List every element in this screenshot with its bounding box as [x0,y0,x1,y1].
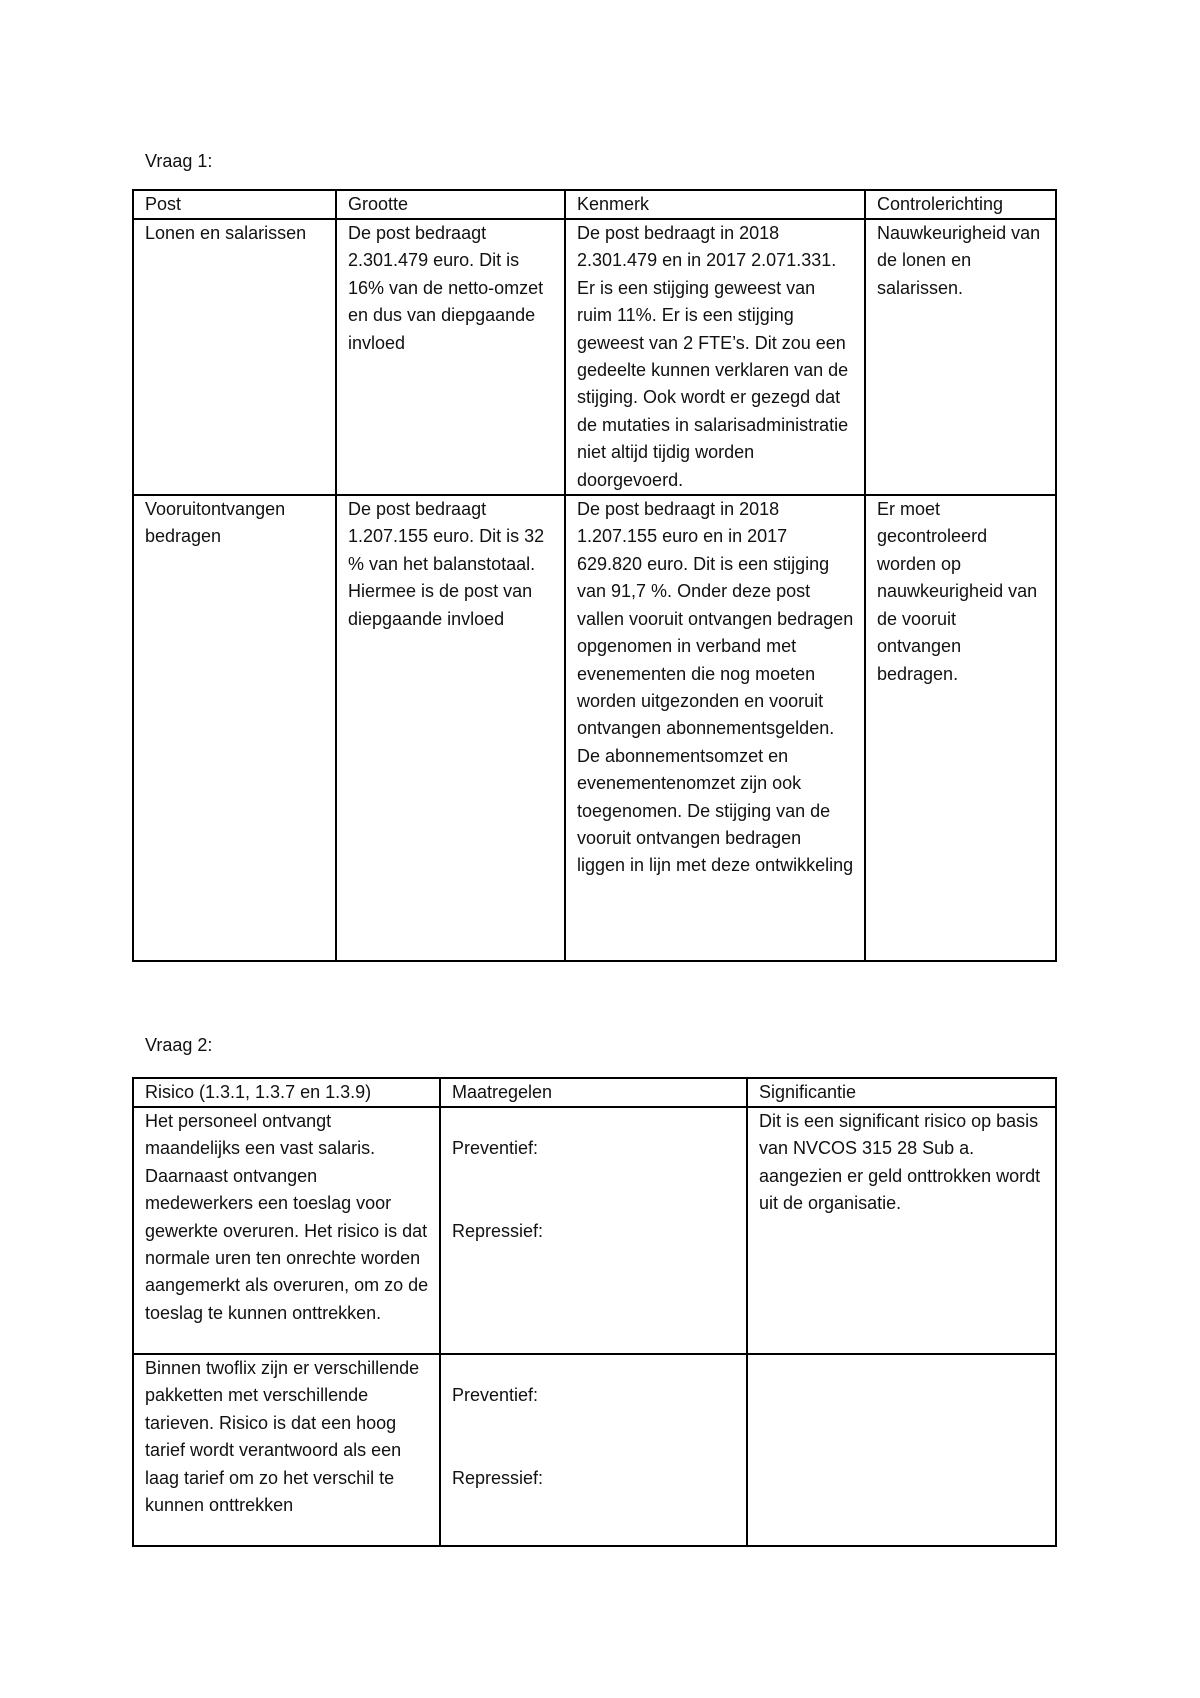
column-header-risico: Risico (1.3.1, 1.3.7 en 1.3.9) [133,1078,440,1107]
cell-significantie [747,1354,1056,1546]
cell-maatregelen [440,1107,747,1354]
cell-kenmerk: De post bedraagt in 2018 2.301.479 en in 2017 2.071.331. Er is een stijging geweest van ruim 11%. Er is een stijging geweest van 2 FTE’s. Dit zou een gedeelte kunnen verklaren van de stijging. Ook wordt er gezegd dat de mutaties in salarisadministratie niet altijd tijdig worden doorgevoerd. [565,219,865,495]
repressief-label: Repressief: [452,1220,544,1241]
cell-kenmerk: De post bedraagt in 2018 1.207.155 euro en in 2017 629.820 euro. Dit is een stijging van 91,7 %. Onder deze post vallen vooruit ontvangen bedragen opgenomen in verband met evenementen die nog moeten worden uitgezonden en vooruit ontvangen abonnementsgelden. De abonnementsomzet en evenementenomzet zijn ook toegenomen. De stijging van de vooruit ontvangen bedragen liggen in lijn met deze ontwikkeling [565,495,865,961]
column-header-significantie: Significantie [747,1078,1056,1107]
table-row [133,495,1056,961]
repressief-label: Repressief: [452,1467,544,1488]
cell-post: Lonen en salarissen [133,219,336,495]
cell-controlerichting: Nauwkeurigheid van de lonen en salarissen. [865,219,1056,495]
column-header-maatregelen: Maatregelen [440,1078,747,1107]
table-header-row [133,190,1056,219]
table-header-row [133,1078,1056,1107]
vraag-2-table [132,1077,1057,1547]
table-row [133,219,1056,495]
column-header-kenmerk: Kenmerk [565,190,865,219]
vraag-1-heading: Vraag 1: [145,151,213,171]
blank-line [452,1410,736,1437]
cell-grootte: De post bedraagt 1.207.155 euro. Dit is 32 % van het balanstotaal. Hiermee is de post van diepgaande invloed [336,495,565,961]
cell-risico: Binnen twoflix zijn er verschillende pakketten met verschillende tarieven. Risico is dat een hoog tarief wordt verantwoord als een laag tarief om zo het verschil te kunnen onttrekken [133,1354,440,1546]
cell-grootte: De post bedraagt 2.301.479 euro. Dit is 16% van de netto-omzet en dus van diepgaande invloed [336,219,565,495]
column-header-grootte: Grootte [336,190,565,219]
cell-risico: Het personeel ontvangt maandelijks een vast salaris. Daarnaast ontvangen medewerkers een toeslag voor gewerkte overuren. Het risico is dat normale uren ten onrechte worden aangemerkt als overuren, om zo de toeslag te kunnen onttrekken. [133,1107,440,1354]
vraag-2-heading: Vraag 2: [145,1035,213,1055]
column-header-controlerichting: Controlerichting [865,190,1056,219]
cell-controlerichting: Er moet gecontroleerd worden op nauwkeurigheid van de vooruit ontvangen bedragen. [865,495,1056,961]
preventief-label: Preventief: [452,1138,539,1159]
cell-maatregelen [440,1354,747,1546]
cell-significantie: Dit is een significant risico op basis van NVCOS 315 28 Sub a. aangezien er geld onttrokken wordt uit de organisatie. [747,1107,1056,1354]
table-row [133,1354,1056,1546]
blank-line [452,1163,736,1190]
column-header-post: Post [133,190,336,219]
cell-post: Vooruitontvangen bedragen [133,495,336,961]
preventief-label: Preventief: [452,1385,539,1406]
table-row [133,1107,1056,1354]
vraag-1-table [132,189,1057,962]
